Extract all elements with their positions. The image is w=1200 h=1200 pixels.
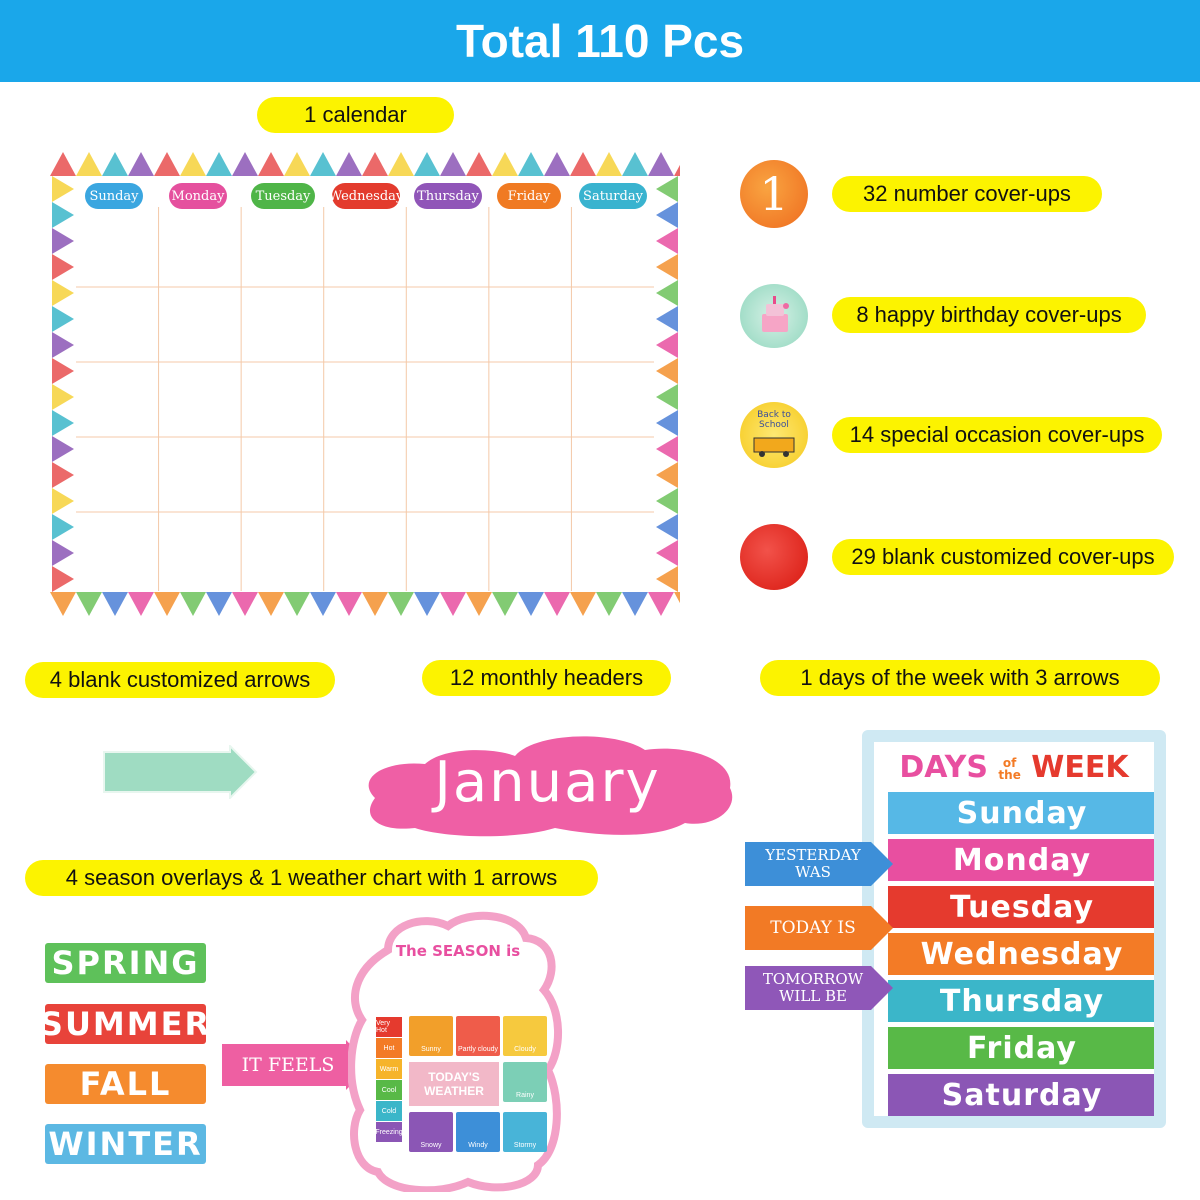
days-board-title-week: WEEK	[1031, 750, 1129, 785]
days-board-title-of: of	[1002, 755, 1017, 770]
label-calendar: 1 calendar	[257, 97, 454, 133]
title-banner	[0, 0, 1200, 82]
it-feels-arrow-label: IT FEELS	[241, 1053, 335, 1076]
banner-title: Total 110 Pcs	[455, 15, 745, 67]
calendar-day-saturday: Saturday	[579, 183, 647, 209]
label-blank-arrows: 4 blank customized arrows	[25, 662, 335, 698]
season-spring: SPRING	[45, 943, 206, 983]
occasion-coverup-text: Back to School	[757, 410, 791, 430]
days-board-title	[874, 750, 1154, 785]
number-coverup-sample	[740, 160, 808, 228]
birthday-coverup-sample	[740, 284, 808, 348]
calendar-day-friday: Friday	[497, 183, 561, 209]
calendar-day-thursday: Thursday	[414, 183, 482, 209]
weather-chart-title: The SEASON is	[395, 942, 521, 960]
calendar-day-wednesday: Wednesday	[332, 183, 400, 209]
thermo-freezing: Freezing	[376, 1122, 402, 1142]
label-blank-coverups: 29 blank customized cover-ups	[832, 539, 1174, 575]
tomorrow-arrow-label: TOMORROW WILL BE	[762, 970, 864, 1005]
weather-card-windy: Windy	[456, 1112, 500, 1152]
calendar-day-monday: Monday	[169, 183, 227, 209]
season-winter: WINTER	[45, 1124, 206, 1164]
thermo-very-hot: Very Hot	[376, 1017, 402, 1037]
weather-card-partly-cloudy: Partly cloudy	[456, 1016, 500, 1056]
label-occasion-coverups: 14 special occasion cover-ups	[832, 417, 1162, 453]
days-board-wednesday: Wednesday	[888, 933, 1156, 975]
calendar-grid-area	[76, 177, 654, 591]
today-arrow-label: TODAY IS	[770, 917, 856, 938]
calendar-day-sunday: Sunday	[85, 183, 143, 209]
number-coverup-digit: 1	[759, 167, 789, 221]
days-board-tuesday: Tuesday	[888, 886, 1156, 928]
thermo-hot: Hot	[376, 1038, 402, 1058]
birthday-cake-icon	[740, 284, 808, 348]
label-birthday-coverups: 8 happy birthday cover-ups	[832, 297, 1146, 333]
days-board-thursday: Thursday	[888, 980, 1156, 1022]
season-fall: FALL	[45, 1064, 206, 1104]
blank-coverup-sample	[740, 524, 808, 590]
yesterday-arrow-label: YESTERDAY WAS	[765, 846, 861, 881]
season-summer: SUMMER	[39, 1005, 212, 1043]
days-board-sunday: Sunday	[888, 792, 1156, 834]
days-board-monday: Monday	[888, 839, 1156, 881]
calendar-board	[50, 150, 680, 618]
thermo-warm: Warm	[376, 1059, 402, 1079]
days-of-week-board	[862, 730, 1166, 1128]
weather-card-cloudy: Cloudy	[503, 1016, 547, 1056]
days-board-title-days: DAYS	[899, 750, 988, 785]
thermo-cold: Cold	[376, 1101, 402, 1121]
label-days-of-week: 1 days of the week with 3 arrows	[760, 660, 1160, 696]
weather-card-snowy: Snowy	[409, 1112, 453, 1152]
month-header-text: January	[434, 750, 661, 815]
label-number-coverups: 32 number cover-ups	[832, 176, 1102, 212]
calendar-day-tuesday: Tuesday	[251, 183, 315, 209]
label-season-weather: 4 season overlays & 1 weather chart with 1 arrows	[25, 860, 598, 896]
occasion-coverup-sample	[740, 402, 808, 468]
days-board-friday: Friday	[888, 1027, 1156, 1069]
days-board-saturday: Saturday	[888, 1074, 1156, 1116]
weather-card-sunny: Sunny	[409, 1016, 453, 1056]
weather-card-stormy: Stormy	[503, 1112, 547, 1152]
school-bus-icon	[740, 402, 808, 468]
todays-weather-banner: TODAY'S WEATHER	[409, 1062, 499, 1106]
label-monthly-headers: 12 monthly headers	[422, 660, 671, 696]
month-header-january	[355, 728, 740, 848]
thermo-cool: Cool	[376, 1080, 402, 1100]
weather-card-rainy: Rainy	[503, 1062, 547, 1102]
blank-arrow-sample	[100, 745, 260, 799]
days-board-title-the: the	[998, 767, 1021, 782]
calendar-grid-lines	[76, 177, 654, 591]
